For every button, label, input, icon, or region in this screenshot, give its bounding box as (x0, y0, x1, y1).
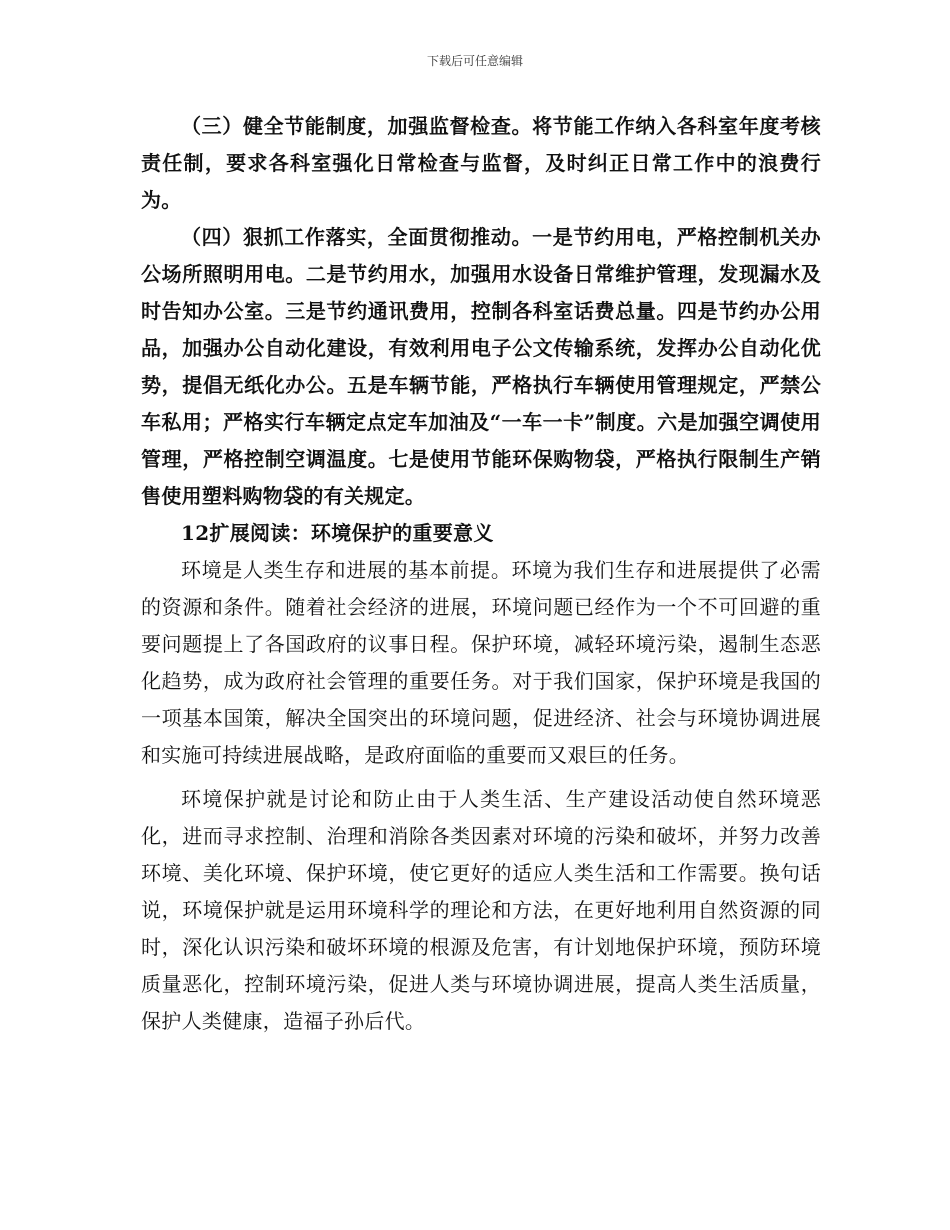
paragraph-section-three: （三）健全节能制度，加强监督检查。将节能工作纳入各科室年度考核责任制，要求各科室强化日常检查与监督，及时纠正日常工作中的浪费行为。 (141, 114, 821, 212)
paragraph-environment-importance: 环境是人类生存和进展的基本前提。环境为我们生存和进展提供了必需的资源和条件。随着社会经济的进展，环境问题已经作为一个不可回避的重要问题提上了各国政府的议事日程。保护环境，减轻环境污染，遏制生态恶化趋势，成为政府社会管理的重要任务。对于我们国家，保护环境是我国的一项基本国策，解决全国突出的环境问题，促进经济、社会与环境协调进展和实施可持续进展战略，是政府面临的重要而又艰巨的任务。 (141, 558, 821, 767)
page-header-note: 下载后可任意编辑 (426, 54, 523, 68)
paragraph-environment-protection-definition: 环境保护就是讨论和防止由于人类生活、生产建设活动使自然环境恶化，进而寻求控制、治理和消除各类因素对环境的污染和破坏，并努力改善环境、美化环境、保护环境，使它更好的适应人类生活和工作需要。换句话说，环境保护就是运用环境科学的理论和方法，在更好地利用自然资源的同时，深化认识污染和破坏环境的根源及危害，有计划地保护环境，预防环境质量恶化，控制环境污染，促进人类与环境协调进展，提高人类生活质量，保护人类健康，造福子孙后代。 (141, 787, 821, 1033)
document-body (141, 108, 821, 1040)
paragraph-section-four: （四）狠抓工作落实，全面贯彻推动。一是节约用电，严格控制机关办公场所照明用电。二是节约用水，加强用水设备日常维护管理，发现漏水及时告知办公室。三是节约通讯费用，控制各科室话费总量。四是节约办公用品，加强办公自动化建设，有效利用电子公文传输系统，发挥办公自动化优势，提倡无纸化办公。五是车辆节能，严格执行车辆使用管理规定，严禁公车私用；严格实行车辆定点定车加油及“一车一卡”制度。六是加强空调使用管理，严格控制空调温度。七是使用节能环保购物袋，严格执行限制生产销售使用塑料购物袋的有关规定。 (141, 225, 821, 508)
section-heading: 12扩展阅读：环境保护的重要意义 (181, 521, 494, 545)
